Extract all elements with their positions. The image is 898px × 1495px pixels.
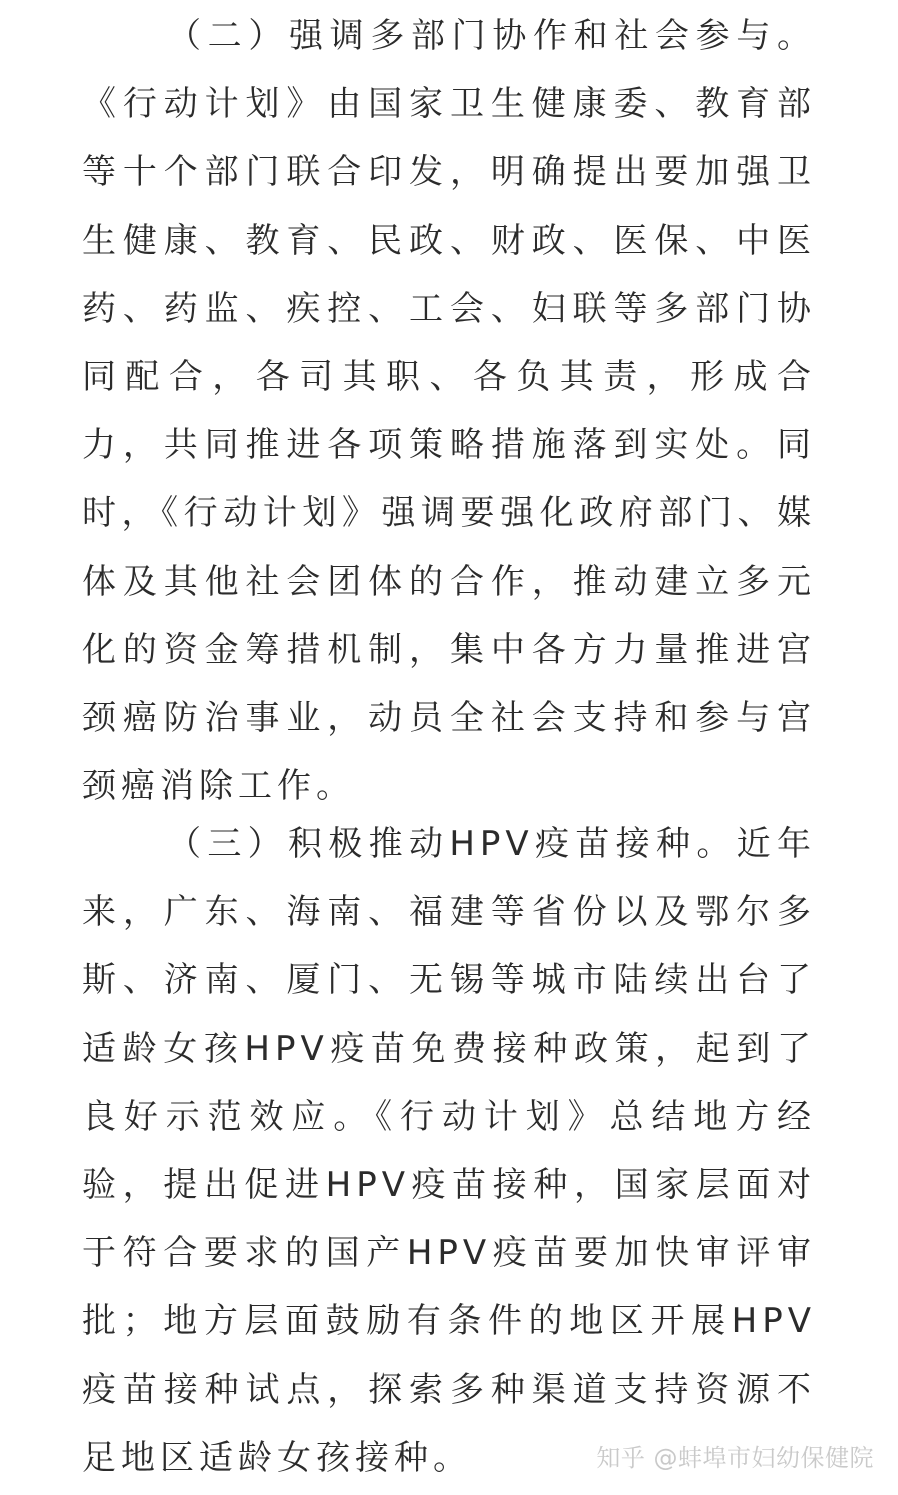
paragraph-multi-department-collaboration: （二）强调多部门协作和社会参与。《行动计划》由国家卫生健康委、教育部等十个部门联合印发，明确提出要加强卫生健康、教育、民政、财政、医保、中医药、药监、疾控、工会、妇联等多部门协同配合，各司其职、各负其责，形成合力，共同推进各项策略措施落到实处。同时，《行动计划》强调要强化政府部门、媒体及其他社会团体的合作，推动建立多元化的资金筹措机制，集中各方力量推进宫颈癌防治事业，动员全社会支持和参与宫颈癌消除工作。 [82,16,816,807]
paragraph-hpv-vaccination: （三）积极推动HPV疫苗接种。近年来，广东、海南、福建等省份以及鄂尔多斯、济南、厦门、无锡等城市陆续出台了适龄女孩HPV疫苗免费接种政策，起到了良好示范效应。《行动计划》总结地方经验，提出促进HPV疫苗接种，国家层面对于符合要求的国产HPV疫苗要加快审评审批；地方层面鼓励有条件的地区开展HPV疫苗接种试点，探索多种渠道支持资源不足地区适龄女孩接种。 [82,824,816,1478]
zhihu-watermark: 知乎 @蚌埠市妇幼保健院 [596,1444,874,1472]
